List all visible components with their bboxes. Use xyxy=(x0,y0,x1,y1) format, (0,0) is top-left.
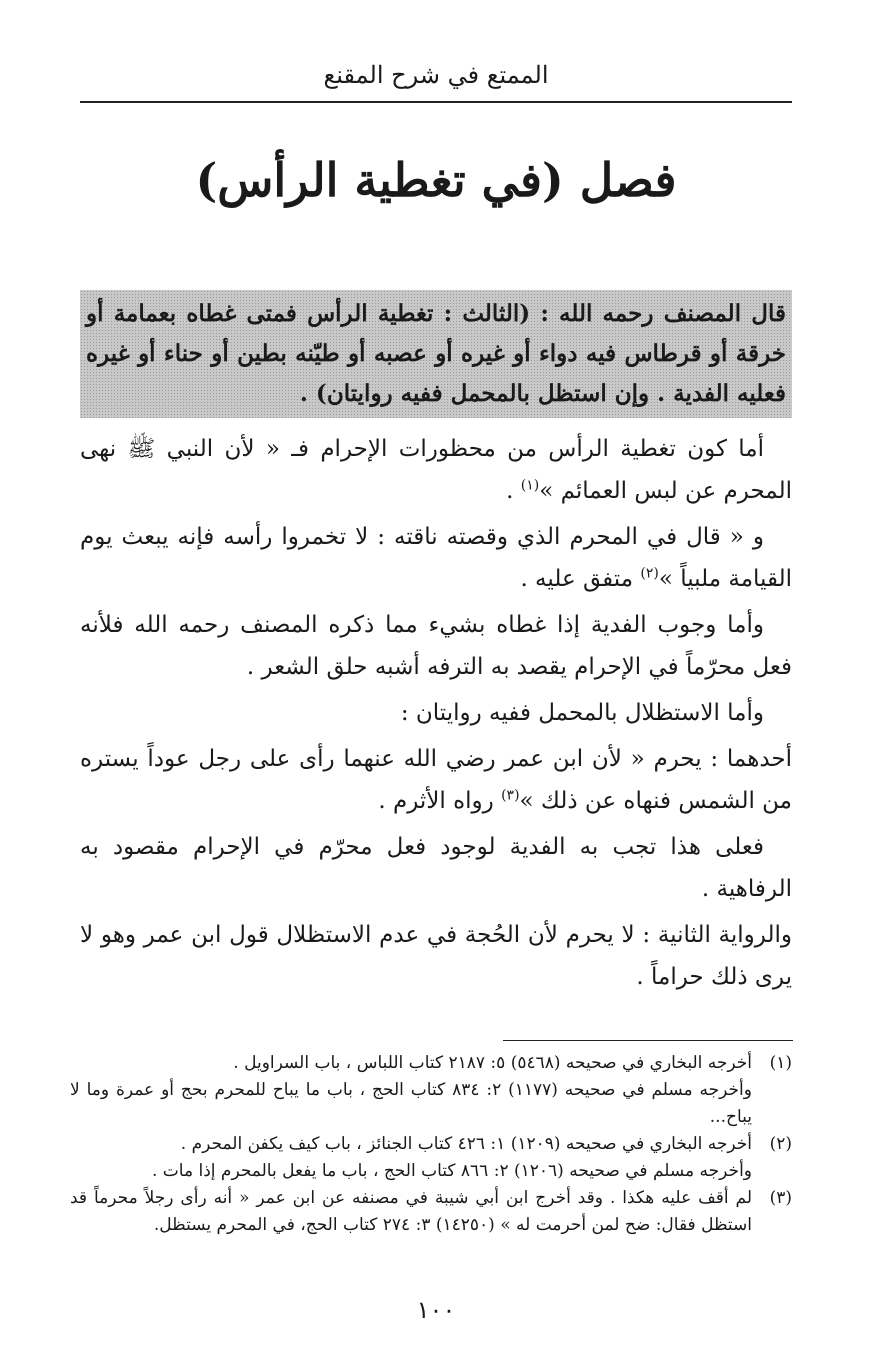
paragraph xyxy=(80,914,792,998)
paragraph-text: والرواية الثانية : لا يحرم لأن الحُجة في عدم الاستظلال قول ابن عمر وهو لا يرى ذلك حراماً . xyxy=(80,922,792,990)
footnote xyxy=(70,1131,792,1185)
footnote-line: لم أقف عليه هكذا . وقد أخرج ابن أبي شيبة في مصنفه عن ابن عمر « أنه رأى رجلاً محرماً قد استظل فقال: ضح لمن أحرمت له » (١٤٢٥٠) ٣: ٢٧٤ كتاب الحج، في المحرم يستظل. xyxy=(70,1188,752,1235)
footnote-ref[interactable]: (٢) xyxy=(640,565,659,582)
paragraph xyxy=(80,516,792,600)
paragraph-tail: . xyxy=(506,478,521,504)
footnote-number: (١) xyxy=(769,1053,792,1073)
footnote xyxy=(70,1050,792,1131)
footnote-line: وأخرجه مسلم في صحيحه (١١٧٧) ٢: ٨٣٤ كتاب الحج ، باب ما يباح للمحرم بحج أو عمرة وما لا يباح... xyxy=(70,1080,752,1127)
paragraph xyxy=(80,826,792,910)
paragraph-text: أما كون تغطية الرأس من محظورات الإحرام فـ « لأن النبي ﷺ نهى المحرم عن لبس العمائم » xyxy=(80,436,792,504)
paragraph-tail: رواه الأثرم . xyxy=(378,788,502,814)
footnote-number: (٢) xyxy=(769,1134,792,1154)
footnote xyxy=(70,1185,792,1239)
chapter-title: فصل (في تغطية الرأس) xyxy=(195,153,677,207)
footnote-number: (٣) xyxy=(769,1188,792,1208)
paragraph xyxy=(80,738,792,822)
running-title: الممتع في شرح المقنع xyxy=(323,61,549,89)
footnotes xyxy=(70,1050,792,1239)
footnote-ref[interactable]: (٣) xyxy=(501,787,520,804)
paragraph xyxy=(80,604,792,688)
page-number: ١٠٠ xyxy=(416,1296,456,1324)
footnote-line: أخرجه البخاري في صحيحه (٥٤٦٨) ٥: ٢١٨٧ كتاب اللباس ، باب السراويل . xyxy=(233,1053,752,1073)
paragraph xyxy=(80,692,792,734)
footnote-ref[interactable]: (١) xyxy=(520,477,540,494)
paragraph-text: وأما وجوب الفدية إذا غطاه بشيء مما ذكره المصنف رحمه الله فلأنه فعل محرّماً في الإحرام يقصد به الترفه أشبه حلق الشعر . xyxy=(80,612,792,680)
paragraph-text: وأما الاستظلال بالمحمل ففيه روايتان : xyxy=(400,700,764,726)
paragraph-text: فعلى هذا تجب به الفدية لوجود فعل محرّم في الإحرام مقصود به الرفاهية . xyxy=(80,834,792,902)
commentary-body xyxy=(80,428,792,1002)
paragraph-tail: متفق عليه . xyxy=(520,566,641,592)
paragraph-text: أحدهما : يحرم « لأن ابن عمر رضي الله عنهما رأى على رجل عوداً يستره من الشمس فنهاه عن ذلك » xyxy=(80,746,792,814)
header-rule xyxy=(80,101,792,103)
footnote-body xyxy=(70,1185,752,1239)
footnote-line: وأخرجه مسلم في صحيحه (١٢٠٦) ٢: ٨٦٦ كتاب الحج ، باب ما يفعل بالمحرم إذا مات . xyxy=(152,1161,752,1181)
footnote-body xyxy=(70,1131,752,1185)
footnote-line: أخرجه البخاري في صحيحه (١٢٠٩) ١: ٤٢٦ كتاب الجنائز ، باب كيف يكفن المحرم . xyxy=(180,1134,752,1154)
footnote-body xyxy=(70,1050,752,1131)
paragraph-text: و « قال في المحرم الذي وقصته ناقته : لا تخمروا رأسه فإنه يبعث يوم القيامة ملبياً » xyxy=(80,524,792,592)
footnote-rule xyxy=(503,1040,793,1041)
matn-text-box: قال المصنف رحمه الله : (الثالث : تغطية الرأس فمتى غطاه بعمامة أو خرقة أو قرطاس فيه دواء أو غيره أو عصبه أو طيّنه بطين أو حناء أو غيره فعليه الفدية . وإن استظل بالمحمل ففيه روايتان) . xyxy=(80,290,792,418)
paragraph xyxy=(80,428,792,512)
